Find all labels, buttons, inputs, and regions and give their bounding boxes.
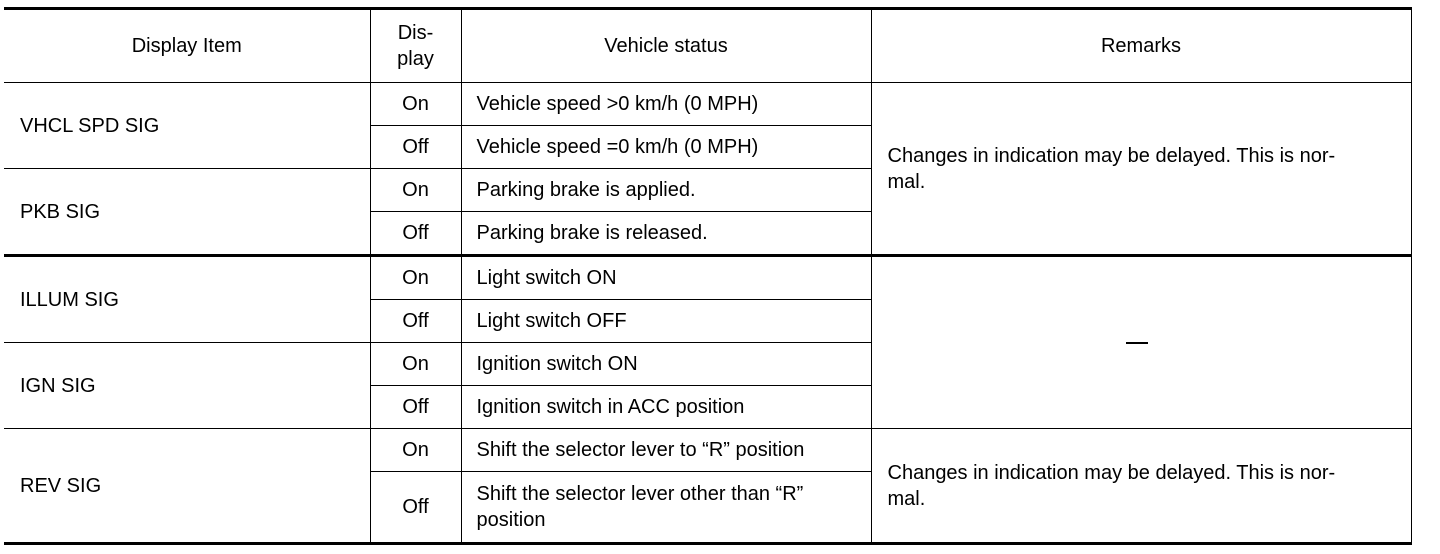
display-value-cell: Off: [370, 212, 461, 256]
header-display-text: Dis- play: [397, 22, 434, 70]
remarks-cell: [871, 83, 1411, 256]
vehicle-status-cell: Parking brake is released.: [461, 212, 871, 256]
display-item-cell: VHCL SPD SIG: [4, 83, 370, 169]
display-value-cell: Off: [370, 126, 461, 169]
vehicle-status-cell: Shift the selector lever to “R” position: [461, 429, 871, 472]
remarks-text: Changes in indication may be delayed. This is nor- mal.: [887, 461, 1336, 510]
table-row: [4, 429, 1411, 472]
vehicle-status-cell: Parking brake is applied.: [461, 169, 871, 212]
remarks-dash: [1126, 342, 1148, 344]
display-value-cell: Off: [370, 386, 461, 429]
display-item-cell: PKB SIG: [4, 169, 370, 256]
vehicle-status-cell: Vehicle speed >0 km/h (0 MPH): [461, 83, 871, 126]
header-vehicle-status: Vehicle status: [461, 9, 871, 83]
table-row: [4, 83, 1411, 126]
header-display: [370, 9, 461, 83]
remarks-cell: [871, 429, 1411, 544]
display-value-cell: Off: [370, 300, 461, 343]
header-row: [4, 9, 1411, 83]
signal-table-container: [4, 7, 1411, 545]
display-value-cell: On: [370, 169, 461, 212]
display-value-cell: On: [370, 256, 461, 300]
display-value-cell: On: [370, 83, 461, 126]
vehicle-status-cell: Vehicle speed =0 km/h (0 MPH): [461, 126, 871, 169]
remarks-text: Changes in indication may be delayed. This is nor- mal.: [887, 144, 1336, 193]
display-value-cell: Off: [370, 472, 461, 544]
display-item-cell: IGN SIG: [4, 343, 370, 429]
display-value-cell: On: [370, 429, 461, 472]
signal-table: [4, 7, 1412, 545]
vehicle-status-cell: Shift the selector lever other than “R” position: [461, 472, 871, 544]
display-item-cell: REV SIG: [4, 429, 370, 544]
header-display-item: Display Item: [4, 9, 370, 83]
display-value-cell: On: [370, 343, 461, 386]
header-remarks: Remarks: [871, 9, 1411, 83]
vehicle-status-cell: Ignition switch in ACC position: [461, 386, 871, 429]
vehicle-status-cell: Light switch OFF: [461, 300, 871, 343]
vehicle-status-cell: Ignition switch ON: [461, 343, 871, 386]
vehicle-status-cell: Light switch ON: [461, 256, 871, 300]
remarks-cell: [871, 256, 1411, 429]
table-row: [4, 256, 1411, 300]
display-item-cell: ILLUM SIG: [4, 256, 370, 343]
